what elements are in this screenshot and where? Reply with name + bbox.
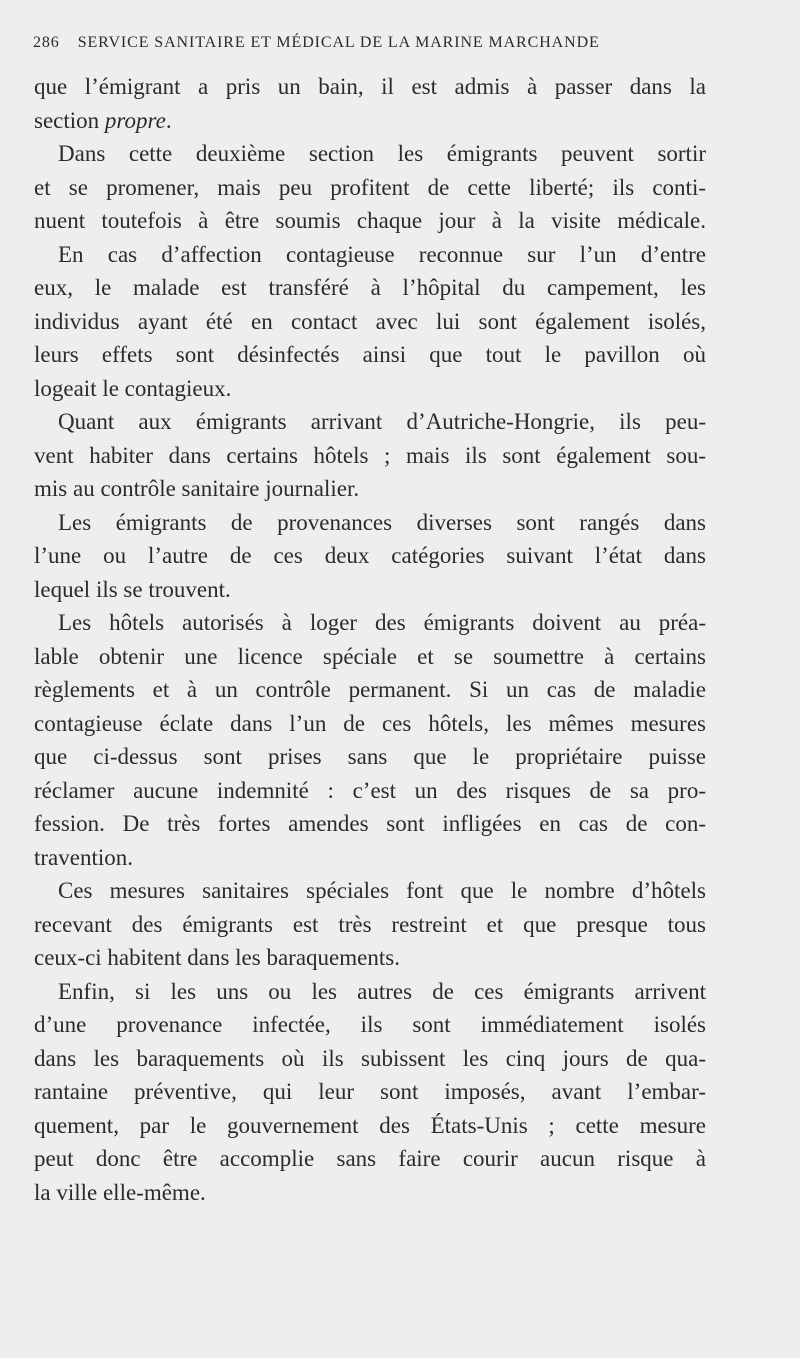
text-line: logeait le contagieux. — [34, 375, 232, 401]
text-line: Les hôtels autorisés à loger des émigrants doivent au préa- — [58, 610, 706, 635]
body-text — [34, 70, 706, 1209]
italic-word: propre — [104, 107, 166, 133]
text-line: la ville elle-même. — [34, 1179, 206, 1205]
text-line: rantaine préventive, qui leur sont imposés, avant l’embar- — [34, 1079, 706, 1104]
text-line: règlements et à un contrôle permanent. Si un cas de maladie — [34, 677, 706, 702]
text-line: contagieuse éclate dans l’un de ces hôtels, les mêmes mesures — [34, 710, 706, 736]
running-title: SERVICE SANITAIRE ET MÉDICAL DE LA MARINE MARCHANDE — [77, 34, 600, 51]
text-line: d’une provenance infectée, ils sont immédiatement isolés — [34, 1012, 706, 1037]
text-line: vent habiter dans certains hôtels ; mais ils sont également sou- — [34, 442, 706, 468]
text-line: En cas d’affection contagieuse reconnue sur l’un d’entre — [58, 241, 706, 267]
text-line: Enfin, si les uns ou les autres de ces émigrants arrivent — [58, 978, 706, 1004]
text-line: Dans cette deuxième section les émigrants peuvent sortir — [58, 141, 706, 166]
text-line: recevant des émigrants est très restreint et que presque tous — [34, 911, 706, 937]
text-line: lable obtenir une licence spéciale et se soumettre à certains — [34, 643, 706, 669]
running-header — [33, 34, 693, 52]
text-line: nuent toutefois à être soumis chaque jour à la visite médicale. — [34, 208, 706, 233]
text-line: l’une ou l’autre de ces deux catégories suivant l’état dans — [34, 543, 706, 568]
text-line: dans les baraquements où ils subissent les cinq jours de qua- — [34, 1045, 706, 1071]
text-line: travention. — [34, 844, 133, 870]
text-line: ceux-ci habitent dans les baraquements. — [34, 945, 400, 970]
text-line: mis au contrôle sanitaire journalier. — [34, 476, 360, 501]
text-line: section propre. — [34, 107, 172, 133]
text-line: eux, le malade est transféré à l’hôpital du campement, les — [34, 275, 706, 300]
text-line: individus ayant été en contact avec lui sont également isolés, — [34, 308, 706, 334]
page-number: 286 — [33, 34, 60, 51]
text-line: que l’émigrant a pris un bain, il est admis à passer dans la — [34, 74, 706, 99]
text-line: Ces mesures sanitaires spéciales font que le nombre d’hôtels — [58, 878, 706, 903]
text-line: Les émigrants de provenances diverses sont rangés dans — [58, 509, 706, 535]
text-line: leurs effets sont désinfectés ainsi que tout le pavillon où — [34, 342, 706, 367]
text-line: Quant aux émigrants arrivant d’Autriche-Hongrie, ils peu- — [58, 409, 706, 434]
text-line: fession. De très fortes amendes sont infligées en cas de con- — [34, 811, 706, 836]
text-line: que ci-dessus sont prises sans que le propriétaire puisse — [34, 744, 706, 769]
text-line: réclamer aucune indemnité : c’est un des risques de sa pro- — [34, 777, 706, 803]
text-line: peut donc être accomplie sans faire courir aucun risque à — [34, 1146, 706, 1171]
text-line: quement, par le gouvernement des États-Unis ; cette mesure — [34, 1112, 706, 1138]
text-line: et se promener, mais peu profitent de cette liberté; ils conti- — [34, 174, 706, 200]
text-line: lequel ils se trouvent. — [34, 576, 231, 602]
